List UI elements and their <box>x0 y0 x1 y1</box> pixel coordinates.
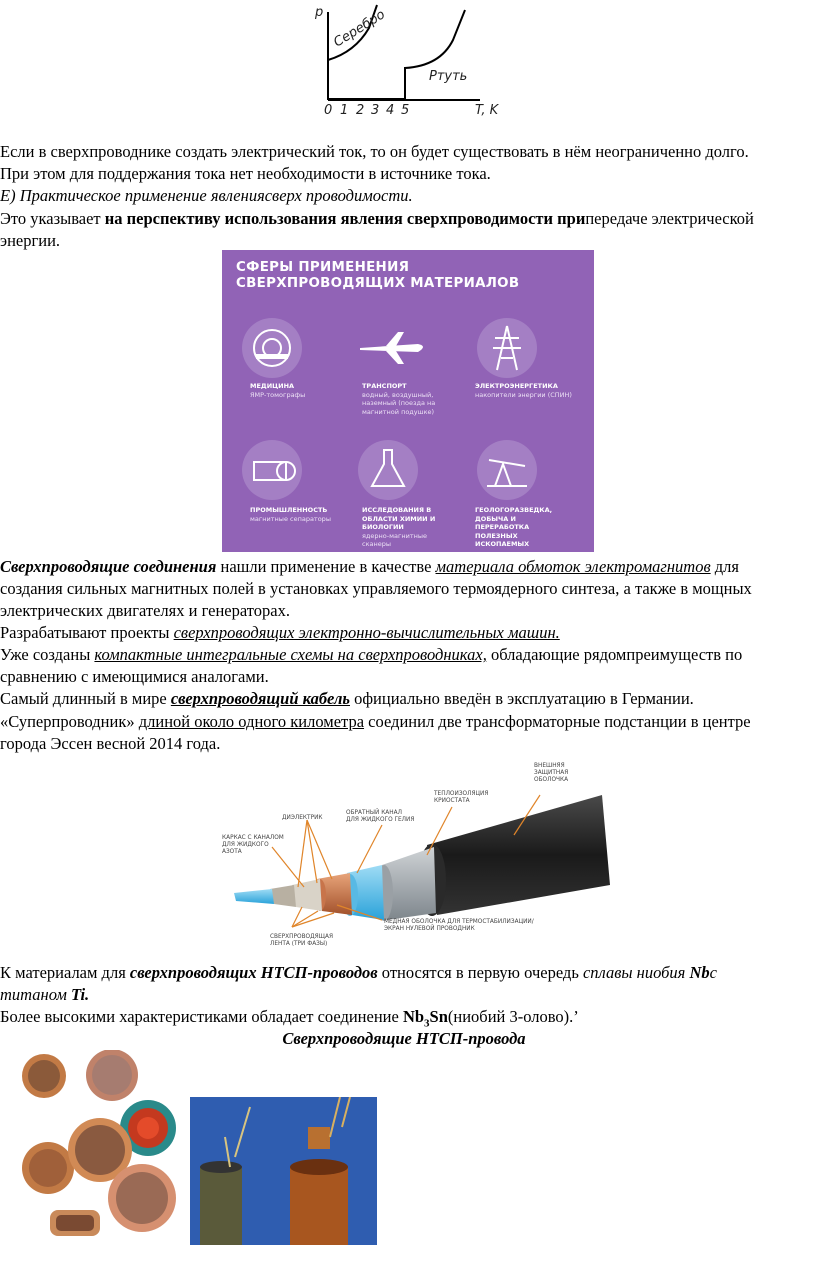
category-desc: накопители энергии (СПИН) <box>475 390 572 399</box>
bold-italic-text: Ti. <box>71 985 90 1004</box>
mercury-curve <box>328 10 468 99</box>
bold-italic-text: Сверхпроводящие соединения <box>0 557 217 576</box>
oil-pump-icon <box>477 440 537 500</box>
paragraph: города Эссен весной 2014 года. <box>0 734 221 753</box>
resistance-temperature-graph <box>305 0 520 122</box>
paragraph <box>0 556 808 578</box>
text: официально введён в эксплуатацию в Германии. <box>349 689 694 708</box>
text: нашли применение в качестве <box>216 557 436 576</box>
mercury-label: Ртуть <box>429 69 468 84</box>
bold-italic-text: Nb <box>689 963 710 982</box>
bold-text: на перспективу использования явления сверхпроводимости при <box>104 209 586 228</box>
superconducting-cable-illustration <box>222 755 610 950</box>
paragraph: энергии. <box>0 231 61 250</box>
text: (ниобий 3-олово).’ <box>447 1007 579 1026</box>
tick-0: 0 <box>324 103 333 118</box>
cable-label: АЗОТА <box>222 849 242 855</box>
cable-label: ДЛЯ ЖИДКОГО ГЕЛИЯ <box>346 817 415 823</box>
paragraph: Если в сверхпроводнике создать электрический ток, то он будет существовать в нём неограниченно долго. <box>0 142 749 161</box>
italic-text: сплавы ниобия <box>582 963 690 982</box>
infographic-title-line: СФЕРЫ ПРИМЕНЕНИЯ <box>236 260 410 275</box>
cable-label: КРИОСТАТА <box>434 798 470 804</box>
cable-label: СВЕРХПРОВОДЯЩАЯ <box>270 934 334 940</box>
paragraph <box>0 711 808 733</box>
paragraph: При этом для поддержания тока нет необходимости в источнике тока. <box>0 164 491 183</box>
category-desc: магнитные сепараторы <box>250 514 331 523</box>
paragraph <box>0 622 808 644</box>
x-axis-label: T, K <box>475 103 499 118</box>
underline-text: длиной около одного километра <box>138 712 365 731</box>
cable-label: ЗАЩИТНАЯ <box>534 770 569 776</box>
category-head: ГЕОЛОГОРАЗВЕДКА, ДОБЫЧА И ПЕРЕРАБОТКА ПОЛЕЗНЫХ ИСКОПАЕМЫХ <box>475 506 553 548</box>
category-desc: ЯМР-томографы <box>250 390 306 399</box>
text: Более высокими характеристиками обладает соединение <box>0 1007 403 1026</box>
category-desc: ядерно-магнитные сканеры <box>362 531 428 548</box>
wire-cross-sections-photo <box>20 1050 178 1245</box>
tick-1: 1 <box>340 103 349 118</box>
text: «Суперпроводник» <box>0 712 139 731</box>
text: Это указывает <box>0 209 105 228</box>
subscript: 3 <box>424 1017 430 1030</box>
text: Разрабатывают проекты <box>0 623 174 642</box>
infographic-title-line: СВЕРХПРОВОДЯЩИХ МАТЕРИАЛОВ <box>236 276 520 291</box>
y-axis-label: p <box>315 5 324 20</box>
cable-label: ТЕПЛОИЗОЛЯЦИЯ <box>434 791 489 797</box>
category-head: ТРАНСПОРТ <box>362 382 407 390</box>
cable-label: ОБОЛОЧКА <box>534 777 569 783</box>
italic-underline-text: сверхпроводящих электронно-вычислительных машин. <box>173 623 560 642</box>
category-geology <box>475 506 571 549</box>
category-transport <box>362 382 458 416</box>
paragraph <box>0 984 808 1006</box>
silver-label: Серебро <box>331 7 388 51</box>
cable-label: ВНЕШНЯЯ <box>534 763 565 769</box>
category-research <box>362 506 450 549</box>
paragraph <box>0 208 808 230</box>
category-head: МЕДИЦИНА <box>250 382 295 390</box>
cable-label: ЭКРАН НУЛЕВОЙ ПРОВОДНИК <box>384 926 475 932</box>
cable-label: ДИЭЛЕКТРИК <box>282 815 323 821</box>
bold-italic-text: сверхпроводящих НТСП-проводов <box>129 963 378 982</box>
superconducting-coils-photo <box>190 1097 377 1245</box>
tick-2: 2 <box>356 103 365 118</box>
bold-text: Nb <box>402 1007 425 1026</box>
cable-label: МЕДНАЯ ОБОЛОЧКА ДЛЯ ТЕРМОСТАБИЛИЗАЦИИ/ <box>384 919 534 925</box>
category-head: ПРОМЫШЛЕННОСТЬ <box>250 506 328 514</box>
category-head: ЭЛЕКТРОЭНЕРГЕТИКА <box>475 382 558 390</box>
text: передаче электрической <box>585 209 754 228</box>
section-heading: E) Практическое применение явлениясверх проводимости. <box>0 186 413 205</box>
category-desc: водный, воздушный, наземный (поезда на магнитной подушке) <box>362 390 436 416</box>
applications-infographic <box>222 250 594 552</box>
text: Самый длинный в мире <box>0 689 171 708</box>
tick-4: 4 <box>386 103 395 118</box>
category-head: ИССЛЕДОВАНИЯ В ОБЛАСТИ ХИМИИ И БИОЛОГИИ <box>362 506 436 531</box>
text: К материалам для <box>0 963 130 982</box>
separator-icon <box>242 440 302 500</box>
cable-label: ЛЕНТА (ТРИ ФАЗЫ) <box>270 941 328 947</box>
text: Уже созданы <box>0 645 95 664</box>
cable-label: ДЛЯ ЖИДКОГО <box>222 842 269 848</box>
paragraph <box>0 644 808 666</box>
category-power <box>475 382 575 399</box>
text: соединил две трансформаторные подстанции в центре <box>364 712 751 731</box>
italic-underline-text: компактные интегральные схемы на сверхпроводниках, <box>94 645 487 664</box>
text: для <box>710 557 739 576</box>
paragraph: сравнению с имеющимися аналогами. <box>0 667 269 686</box>
category-medicine <box>250 382 305 399</box>
tick-3: 3 <box>371 103 380 118</box>
paragraph: создания сильных магнитных полей в установках управляемого термоядерного синтеза, а также в мощных <box>0 579 752 598</box>
tick-5: 5 <box>401 103 410 118</box>
bold-text: Sn <box>429 1007 448 1026</box>
paragraph <box>0 962 808 984</box>
text: относятся в первую очередь <box>377 963 583 982</box>
paragraph: электрических двигателях и генераторах. <box>0 601 290 620</box>
infographic-title <box>236 260 519 292</box>
flask-icon <box>358 440 418 500</box>
power-tower-icon <box>477 318 537 378</box>
bold-italic-underline-text: сверхпроводящий кабель <box>170 689 350 708</box>
italic-text: с <box>709 963 717 982</box>
italic-text: титаном <box>0 985 71 1004</box>
text: обладающие рядомпреимуществ по <box>486 645 743 664</box>
italic-underline-text: материала обмоток электромагнитов <box>435 557 711 576</box>
paragraph <box>0 688 808 710</box>
category-industry <box>250 506 342 523</box>
airplane-icon <box>358 318 418 378</box>
cable-label: КАРКАС С КАНАЛОМ <box>222 835 284 841</box>
mri-icon <box>242 318 302 378</box>
cable-label: ОБРАТНЫЙ КАНАЛ <box>346 810 402 816</box>
figure-caption: Сверхпроводящие НТСП-провода <box>282 1029 526 1048</box>
